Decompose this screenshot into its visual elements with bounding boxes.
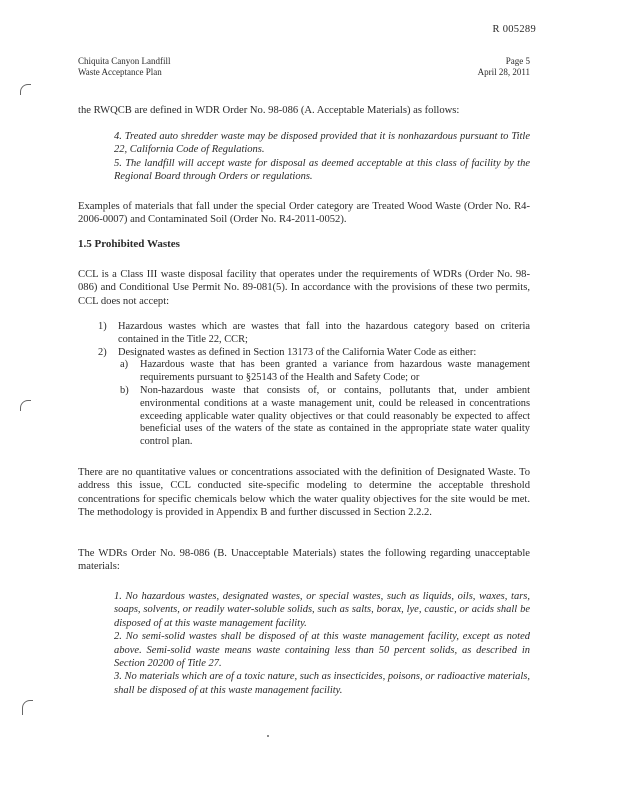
sub-list-item-text: Hazardous waste that has been granted a variance from hazardous waste management requirements pursuant to §25143 of the Health and Safety Code; or xyxy=(140,359,530,384)
sub-list-item xyxy=(78,385,530,449)
ccl-paragraph: CCL is a Class III waste disposal facility that operates under the requirements of WDRs (Order No. 98-086) and Conditional Use Permit No. 89-081(5). In accordance with the provisions of these two permits, CCL does not accept: xyxy=(78,269,530,307)
list-item xyxy=(78,321,530,347)
list-item-number: 1) xyxy=(98,321,107,332)
acceptable-item: 4. Treated auto shredder waste may be disposed provided that it is nonhazardous pursuant to Title 22, California Code of Regulations. xyxy=(114,131,530,156)
prohibited-list xyxy=(78,321,530,449)
header-document-title: Waste Acceptance Plan xyxy=(78,67,162,77)
sub-list-item-text: Non-hazardous waste that consists of, or contains, pollutants that, under ambient environmental conditions at a waste management unit, could be released in concentrations exceeding applicable water quality objectives or that could reasonably be expected to affect beneficial uses of the waters of the state as contained in the appropriate state water quality control plan. xyxy=(140,384,530,448)
list-item xyxy=(78,347,530,360)
header-date: April 28, 2011 xyxy=(477,67,530,77)
unacceptable-intro: The WDRs Order No. 98-086 (B. Unacceptable Materials) states the following regarding unacceptable materials: xyxy=(78,548,530,573)
unacceptable-item: 1. No hazardous wastes, designated wastes, or special wastes, such as liquids, oils, waxes, tars, soaps, solvents, or readily water-soluble solids, such as salts, borax, lye, caustic, or acids shall be disposed of at this waste management facility. xyxy=(114,591,530,629)
section-heading: 1.5 Prohibited Wastes xyxy=(78,238,180,250)
quantitative-paragraph: There are no quantitative values or concentrations associated with the definition of Designated Waste. To address this issue, CCL conducted site-specific modeling to determine the acceptable threshold concentrations for specific chemicals below which the water quality objectives for the site would be met. The methodology is provided in Appendix B and further discussed in Section 2.2.2. xyxy=(78,467,530,519)
acceptable-item: 5. The landfill will accept waste for disposal as deemed acceptable at this class of facility by the Regional Board through Orders or regulations. xyxy=(114,157,530,183)
list-item-text: Designated wastes as defined in Section 13173 of the California Water Code as either: xyxy=(118,346,477,358)
bates-number: R 005289 xyxy=(492,24,536,35)
list-item-number: 2) xyxy=(98,346,107,358)
header-facility-name: Chiquita Canyon Landfill xyxy=(78,56,171,66)
header-right xyxy=(478,56,530,78)
punch-mark-bottom xyxy=(22,700,33,715)
unacceptable-materials-quote xyxy=(114,590,530,697)
sub-list-item xyxy=(78,359,530,385)
sub-list-item-letter: b) xyxy=(120,384,129,396)
sub-list-item-letter: a) xyxy=(120,359,129,371)
punch-mark-middle xyxy=(20,400,31,411)
examples-paragraph: Examples of materials that fall under the special Order category are Treated Wood Waste (Order No. R4-2006-0007) and Contaminated Soil (Order No. R4-2011-0052). xyxy=(78,201,530,226)
list-item-text: Hazardous wastes which are wastes that fall into the hazardous category based on criteria contained in the Title 22, CCR; xyxy=(118,321,530,345)
punch-mark-top xyxy=(20,84,31,95)
header-left xyxy=(78,56,171,78)
unacceptable-item: 3. No materials which are of a toxic nature, such as insecticides, poisons, or radioactive materials, shall be disposed of at this waste management facility. xyxy=(114,671,530,696)
header-page-number: Page 5 xyxy=(505,56,530,66)
acceptable-materials-quote xyxy=(114,130,530,184)
unacceptable-item: 2. No semi-solid wastes shall be disposed of at this waste management facility, except as noted above. Semi-solid waste means waste containing less than 50 percent solids, as described in Section 20200 of Title 27. xyxy=(114,631,530,670)
intro-line: the RWQCB are defined in WDR Order No. 98-086 (A. Acceptable Materials) as follows: xyxy=(78,105,460,116)
scan-speck xyxy=(267,735,269,737)
